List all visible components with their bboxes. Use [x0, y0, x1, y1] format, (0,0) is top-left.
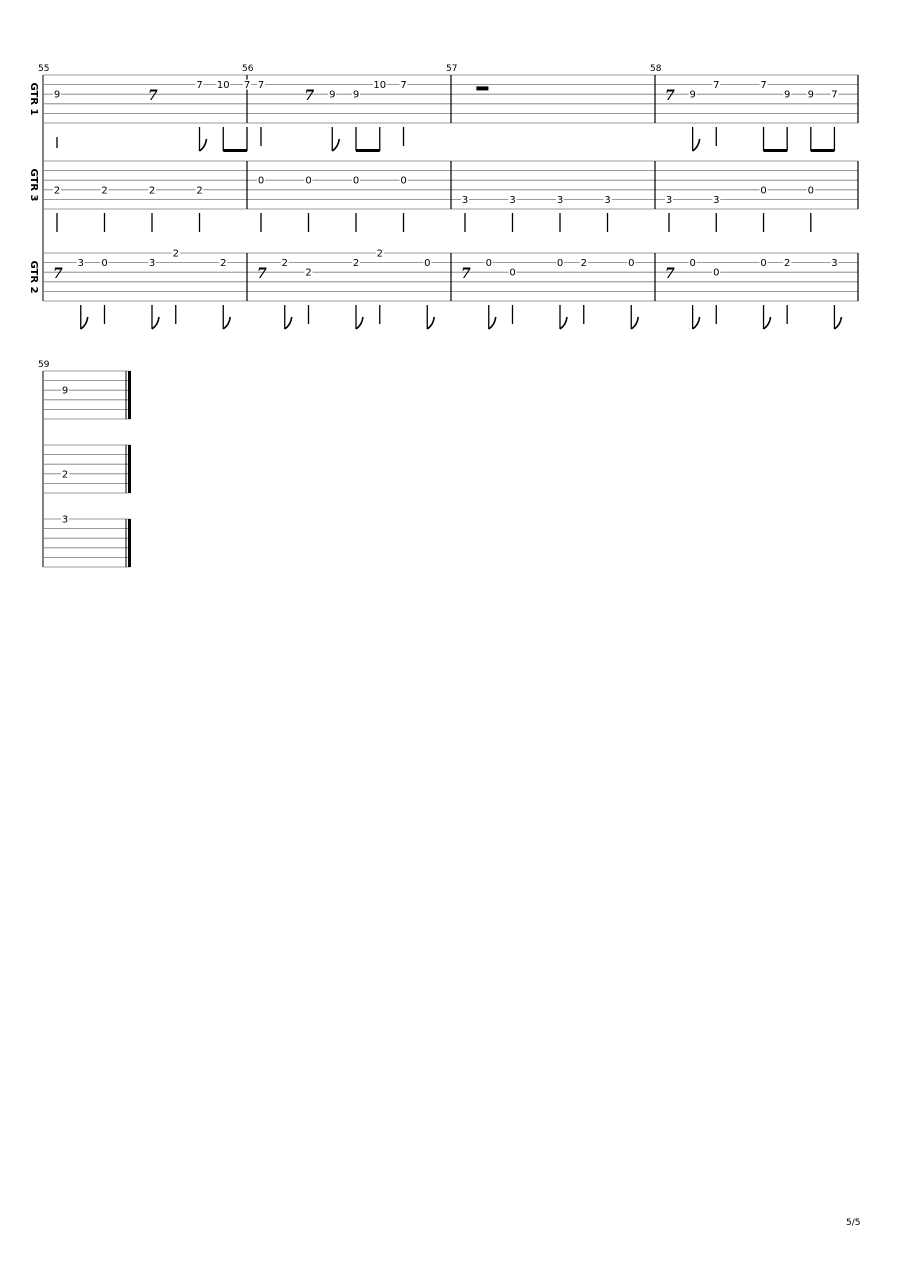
system-2 [38, 360, 131, 567]
eighth-rest: 7 [461, 265, 471, 282]
eighth-flag [631, 317, 638, 329]
fret-number: 0 [424, 258, 431, 270]
fret-number: 3 [461, 194, 469, 206]
fret-number: 3 [509, 194, 516, 206]
fret-number: 0 [352, 175, 360, 187]
eighth-rest: 7 [257, 265, 267, 282]
eighth-flag [152, 317, 159, 329]
fret-number: 2 [376, 248, 383, 260]
fret-number: 9 [329, 89, 336, 101]
measure-number: 59 [38, 360, 50, 370]
measure-number: 55 [38, 64, 50, 74]
fret-number: 0 [760, 258, 767, 270]
fret-number: 0 [400, 175, 407, 187]
fret-number: 2 [196, 185, 203, 197]
fret-number: 0 [101, 258, 108, 270]
measure-number: 58 [650, 64, 662, 74]
fret-number: 0 [556, 258, 564, 270]
fret-number: 3 [665, 194, 673, 206]
fret-number: 9 [783, 89, 791, 101]
fret-number: 3 [61, 514, 69, 526]
fret-number: 7 [243, 80, 251, 92]
eighth-flag [356, 317, 363, 329]
fret-number: 7 [713, 80, 720, 92]
fret-number: 10 [373, 80, 387, 92]
fret-number: 7 [257, 80, 265, 92]
fret-number: 3 [713, 194, 720, 206]
measure-number: 57 [446, 64, 458, 74]
beam [764, 149, 788, 152]
fret-number: 2 [172, 248, 179, 260]
fret-number: 0 [509, 267, 516, 279]
system-1 [28, 64, 858, 329]
eighth-flag [427, 317, 434, 329]
track-label: GTR 3 [28, 168, 39, 202]
eighth-flag [693, 139, 700, 151]
eighth-flag [834, 317, 841, 329]
fret-number: 10 [216, 80, 230, 92]
fret-number: 3 [77, 258, 84, 270]
beam [811, 149, 835, 152]
fret-number: 2 [352, 258, 360, 270]
eighth-rest: 7 [148, 87, 158, 104]
final-thick-barline [128, 519, 131, 567]
eighth-flag [489, 317, 496, 329]
half-rest [476, 86, 488, 90]
beam [356, 149, 380, 152]
eighth-rest: 7 [665, 265, 675, 282]
fret-number: 2 [53, 185, 61, 197]
fret-number: 7 [831, 89, 838, 101]
fret-number: 0 [713, 267, 720, 279]
final-thick-barline [128, 445, 131, 493]
fret-number: 2 [281, 258, 288, 270]
fret-number: 2 [220, 258, 227, 270]
fret-number: 7 [760, 80, 767, 92]
eighth-flag [764, 317, 771, 329]
track-staff [43, 371, 131, 419]
fret-number: 3 [148, 258, 156, 270]
fret-number: 0 [689, 258, 696, 270]
fret-number: 9 [807, 89, 814, 101]
eighth-rest: 7 [304, 87, 315, 104]
eighth-flag [560, 317, 567, 329]
eighth-flag [200, 139, 207, 151]
fret-number: 3 [831, 258, 838, 270]
fret-number: 2 [305, 267, 312, 279]
eighth-flag [285, 317, 292, 329]
fret-number: 2 [783, 258, 791, 270]
fret-number: 0 [257, 175, 265, 187]
fret-number: 7 [400, 80, 407, 92]
fret-number: 0 [807, 185, 814, 197]
fret-number: 3 [556, 194, 564, 206]
eighth-rest: 7 [665, 87, 675, 104]
eighth-flag [81, 317, 88, 329]
fret-number: 9 [689, 89, 696, 101]
eighth-flag [223, 317, 230, 329]
fret-number: 0 [628, 258, 635, 270]
beam [223, 149, 247, 152]
eighth-rest: 7 [53, 265, 63, 282]
fret-number: 9 [53, 89, 61, 101]
fret-number: 0 [305, 175, 312, 187]
fret-number: 9 [352, 89, 360, 101]
fret-number: 9 [61, 385, 69, 397]
fret-number: 2 [580, 258, 587, 270]
fret-number: 2 [148, 185, 156, 197]
eighth-flag [693, 317, 700, 329]
measure-number: 56 [242, 64, 254, 74]
track-staff [43, 519, 131, 567]
fret-number: 2 [61, 469, 69, 481]
final-thick-barline [128, 371, 131, 419]
track-label: GTR 1 [28, 82, 39, 116]
fret-number: 2 [101, 185, 108, 197]
fret-number: 7 [196, 80, 203, 92]
fret-number: 0 [760, 185, 767, 197]
fret-number: 0 [485, 258, 492, 270]
fret-number: 3 [604, 194, 611, 206]
track-label: GTR 2 [28, 260, 39, 294]
eighth-flag [332, 139, 339, 151]
page-number: 5/5 [846, 1218, 861, 1228]
track-staff [43, 445, 131, 493]
